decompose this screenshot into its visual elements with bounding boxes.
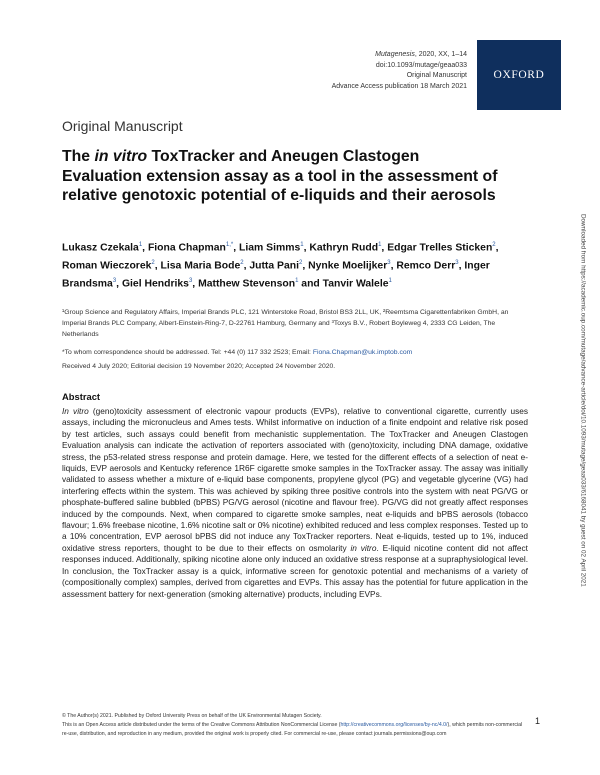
correspondence — [62, 349, 522, 356]
author-separator: , — [154, 260, 161, 272]
author-affiliation-mark[interactable]: 1,* — [225, 242, 234, 248]
correspondence-text: *To whom correspondence should be addressed. Tel: +44 (0) 117 332 2523; Email: — [62, 349, 313, 356]
journal-name: Mutagenesis — [375, 51, 415, 58]
author-separator: , — [495, 242, 499, 254]
author-separator: , — [233, 242, 240, 254]
abstract-heading: Abstract — [62, 391, 101, 402]
author-separator: , — [116, 278, 122, 290]
received-dates: Received 4 July 2020; Editorial decision 19 November 2020; Accepted 24 November 2020. — [62, 363, 336, 370]
abstract-body — [62, 406, 528, 600]
author-name: Inger Brandsma — [62, 260, 490, 290]
correspondence-email-link[interactable]: Fiona.Chapman@uk.imptob.com — [312, 349, 413, 356]
author-affiliation-mark[interactable]: 3 — [387, 259, 391, 266]
copyright-footer — [62, 712, 524, 738]
author-name: Kathryn Rudd — [309, 242, 379, 254]
download-notice-text: Downloaded from https://academic.oup.com/mutage/advance-article/doi/10.1093/mutage/geaa033/6168041 by guest on 02 April 2021 — [579, 213, 587, 587]
author-name: Roman Wieczorek — [62, 260, 152, 272]
author-affiliation-mark[interactable]: 2 — [492, 242, 496, 248]
abstract-lead-italic: In vitro — [62, 406, 89, 416]
author-separator: , — [458, 260, 465, 272]
journal-doi[interactable]: doi:10.1093/mutage/geaa033 — [375, 61, 467, 69]
author-name: Edgar Trelles Sticken — [387, 242, 493, 254]
author-affiliation-mark[interactable]: 1 — [295, 277, 299, 284]
license-text-end: ), which permits non-commercial re-use, distribution, and reproduction in any medium, provided the original work is properly cited. For commercial re-use, please contact journals.permissions@oup.com — [62, 721, 523, 737]
author-name: Lukasz Czekala — [62, 242, 139, 254]
page-number: 1 — [535, 716, 541, 726]
author-name: Remco Derr — [396, 260, 456, 272]
title-italic: in vitro — [94, 148, 148, 165]
author-affiliation-mark[interactable]: 3 — [188, 277, 193, 284]
oxford-logo-text: OXFORD — [493, 69, 545, 81]
author-separator: , — [302, 260, 309, 272]
author-affiliation-mark[interactable]: 2 — [151, 259, 155, 266]
author-name: Liam Simms — [239, 242, 301, 254]
author-separator: , — [192, 278, 199, 290]
author-separator: and — [298, 278, 323, 290]
author-affiliation-mark[interactable]: 3 — [112, 277, 117, 284]
journal-access-date: Advance Access publication 18 March 2021 — [331, 82, 467, 90]
author-affiliation-mark[interactable]: 1 — [378, 242, 382, 248]
section-label: Original Manuscript — [62, 118, 183, 134]
journal-volume: , 2020, XX, 1–14 — [414, 51, 467, 58]
license-line — [62, 721, 524, 739]
copyright-line: © The Author(s) 2021. Published by Oxford University Press on behalf of the UK Environmental Mutagen Society. — [62, 713, 322, 719]
author-separator: , — [142, 242, 148, 254]
title-part1: The — [62, 148, 95, 165]
affiliations: ¹Group Science and Regulatory Affairs, Imperial Brands PLC, 121 Winterstoke Road, Bristol BS3 2LL, UK, ²Reemtsma Cigarettenfabriken GmbH, an Imperial Brands PLC Company, Albert-Einstein-Ring-7, D-22761 Hamburg, Germany and ³Toxys B.V., Robert Boyleweg 4, 2333 CG Leiden, The Netherlands — [62, 309, 509, 338]
author-name: Nynke Moelijker — [308, 260, 388, 272]
author-separator: , — [390, 260, 397, 272]
author-separator: , — [243, 260, 250, 272]
download-notice — [577, 175, 589, 625]
author-affiliation-mark[interactable]: 2 — [299, 259, 303, 266]
author-name: Matthew Stevenson — [198, 278, 296, 290]
journal-article-type: Original Manuscript — [406, 72, 467, 79]
journal-citation — [167, 50, 467, 61]
author-affiliation-mark[interactable]: 1 — [300, 242, 304, 248]
journal-meta — [167, 50, 467, 92]
license-text-start: This is an Open Access article distributed under the terms of the Creative Commons Attribution NonCommercial License ( — [62, 721, 341, 728]
author-separator: , — [303, 242, 310, 254]
article-title — [62, 147, 502, 206]
license-link[interactable]: http://creativecommons.org/licenses/by-nc/4.0/ — [340, 721, 448, 728]
abstract-mid-italic: in vitro — [350, 542, 377, 553]
author-name: Fiona Chapman — [147, 242, 226, 254]
author-name: Lisa Maria Bode — [160, 260, 241, 272]
author-affiliation-mark[interactable]: 1 — [138, 242, 143, 248]
author-list — [62, 238, 502, 292]
author-affiliation-mark[interactable]: 3 — [455, 259, 459, 266]
abstract-part2: . E-liquid nicotine content did not affect responses induced. Additionally, spiking nicotine alone only induced an oxidative stress response at a supraphysiological level. In conclusion, the ToxTracker assay is a quick, informative screen for genotoxic potential and mechanisms of a variety of (compositionally complex) samples, derived from cigarettes and EVPs. This assay has the potential for future application in the assessment battery for next-generation (smoking alternative) products, including EVPs. — [62, 542, 528, 599]
author-affiliation-mark[interactable]: 2 — [240, 259, 244, 266]
author-affiliation-mark[interactable]: 1 — [388, 277, 392, 284]
oxford-logo — [477, 40, 561, 110]
author-name: Tanvir Walele — [322, 278, 389, 290]
author-name: Jutta Pani — [249, 260, 299, 272]
author-separator: , — [381, 242, 388, 254]
abstract-part1: (geno)toxicity assessment of electronic vapour products (EVPs), relative to conventional cigarette, currently uses assays, including the micronucleus and Ames tests. Whilst informative on induction of a finite endpoint and relative risk posed by test articles, such assays could benefit from mechanistic supplementation. The ToxTracker and Aneugen Clastogen Evaluation analysis can indicate the activation of reporters associated with (geno)toxicity, including DNA damage, oxidative stress, the p53-related stress response and protein damage. Here, we tested for the different effects of a selection of neat e-liquids, EVP aerosols and Kentucky reference 1R6F cigarette smoke samples in the ToxTracker assay. The assay was initially validated to assess whether a mixture of e-liquid base components, propylene glycol (PG) and vegetable glycerine (VG) had interfering effects within the system. This was achieved by spiking three positive controls into the system with neat PG/VG or phosphate-buffered saline bubbled (bPBS) PG/VG aerosol (nicotine and flavour free). PG/VG did not greatly affect responses induced by the compounds. Next, when compared to cigarette smoke samples, neat e-liquids and bPBS aerosols (tobacco flavour; 1.6% freebase nicotine, 1.6% nicotine salt or 0% nicotine) exhibited reduced and less complex responses. Tested up to a 10% concentration, EVP aerosol bPBS did not induce any ToxTracker reporters. Neat e-liquids, tested up to 1%, induced oxidative stress reporters, thought to be due to their effects on osmolarity — [62, 406, 528, 553]
title-part2: ToxTracker and Aneugen Clastogen Evaluation extension assay as a tool in the assessment of relative genotoxic potential of e-liquids and their aerosols — [62, 148, 498, 204]
author-name: Giel Hendriks — [121, 278, 189, 290]
